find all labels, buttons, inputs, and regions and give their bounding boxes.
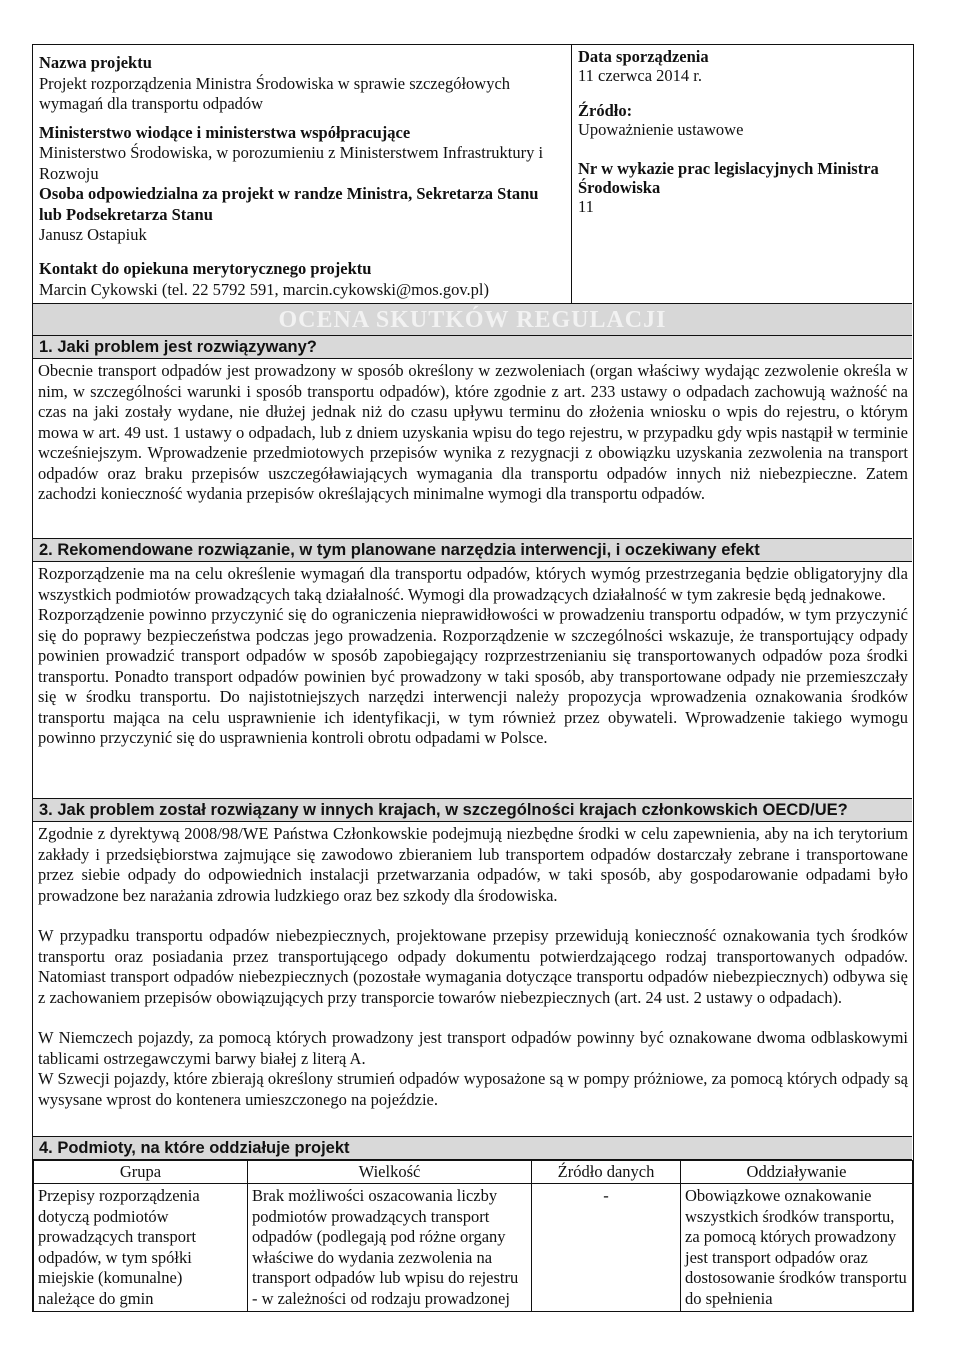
contact-details: Marcin Cykowski (tel. 22 5792 591, marcin.cykowski@mos.gov.pl) bbox=[39, 279, 489, 299]
date-label: Data sporządzenia bbox=[578, 47, 709, 66]
project-name: Projekt rozporządzenia Ministra Środowiska w sprawie szczegółowych wymagań dla transportu odpadów bbox=[39, 73, 511, 113]
paragraph: W Szwecji pojazdy, które zbierają określony strumień odpadów wyposażone są w pompy próżniowe, za pomocą których odpady są wysysane wprost do kontenera umieszczonego na pojeździe. bbox=[38, 1069, 908, 1109]
section-2-body bbox=[38, 564, 908, 749]
document-frame bbox=[32, 44, 914, 1312]
header-left bbox=[39, 53, 564, 246]
table-header-row bbox=[34, 1161, 913, 1184]
table-row bbox=[34, 1184, 913, 1312]
column-header: Oddziaływanie bbox=[681, 1161, 913, 1184]
list-number: 11 bbox=[578, 197, 594, 216]
column-header: Grupa bbox=[34, 1161, 248, 1184]
section-2-title: 2. Rekomendowane rozwiązanie, w tym planowane narzędzia interwencji, i oczekiwany efekt bbox=[33, 538, 912, 562]
table-cell: - bbox=[532, 1184, 681, 1312]
contact-block bbox=[39, 259, 567, 300]
banner-title: OCENA SKUTKÓW REGULACJI bbox=[33, 303, 912, 337]
section-1-body bbox=[38, 361, 908, 505]
paragraph: Rozporządzenie powinno przyczynić się do ograniczenia nieprawidłowości w prowadzeniu transportu odpadów, w tym przyczynić się do poprawy bezpieczeństwa podczas jego prowadzenia. Rozporządzenie w szczególności wskazuje, że transportujący odpady powinien prowadzić transport odpadów w sposób zapobiegający rozprzestrzenianiu się transportowanych odpadów poza środki transportu. Ponadto transport odpadów powinien być prowadzony w taki sposób, aby transportowane odpady nie przemieszczały się w środku transportu. Do najistotniejszych narzędzi interwencji należy propozycja wprowadzenia oznakowania środków transportu mająca na celu usprawnienie ich identyfikacji, w tym również przez obywateli. Wprowadzenie takiego wymogu powinno przyczynić się do usprawnienia kontroli obrotu odpadami w Polsce. bbox=[38, 605, 908, 747]
paragraph: W Niemczech pojazdy, za pomocą których prowadzony jest transport odpadów powinny być oznakowane dwoma odblaskowymi tablicami ostrzegawczymi barwy białej z literą A. bbox=[38, 1028, 908, 1068]
header-right bbox=[571, 45, 915, 303]
ministry-label: Ministerstwo wiodące i ministerstwa współpracujące bbox=[39, 122, 411, 142]
table-cell: Przepisy rozporządzenia dotyczą podmiotów prowadzących transport odpadów, w tym spółki miejskie (komunalne) należące do gmin bbox=[34, 1184, 248, 1312]
affected-entities-table bbox=[33, 1160, 913, 1312]
paragraph: W przypadku transportu odpadów niebezpiecznych, projektowane przepisy przewidują konieczność oznakowania tych środków transportu oraz posiadania przez transportującego odpady dokumentu potwierdzającego rodzaj transportowanych odpadów. Natomiast transport odpadów niebezpiecznych (pozostałe wymagania dotyczące transportu odpadów niebezpiecznych) odbywa się z zachowaniem przepisów obowiązujących przy transporcie towarów niebezpiecznych (art. 24 ust. 2 ustawy o odpadach). bbox=[38, 926, 908, 1007]
table-cell: Brak możliwości oszacowania liczby podmiotów prowadzących transport odpadów (podlegają pod różne organy właściwe do wydania zezwolenia na transport odpadów lub wpisu do rejestru - w zależności od rodzaju prowadzonej bbox=[248, 1184, 532, 1312]
table-cell: Obowiązkowe oznakowanie wszystkich środków transportu, za pomocą których prowadzony jest transport odpadów oraz dostosowanie środków transportu do spełnienia bbox=[681, 1184, 913, 1312]
paragraph: Zgodnie z dyrektywą 2008/98/WE Państwa Członkowskie podejmują niezbędne środki w celu zapewnienia, aby na ich terytorium zakłady i przedsiębiorstwa zajmujące się zawodowo zbieraniem lub transportem odpadów dostarczały zebrane i transportowane przez siebie odpady do odpowiednich instalacji przetwarzania odpadów, w taki sposób, aby gospodarowanie odpadami było prowadzone bez narażania zdrowia ludzkiego oraz bez szkody dla środowiska. bbox=[38, 824, 908, 905]
ministry: Ministerstwo Środowiska, w porozumieniu z Ministerstwem Infrastruktury i Rozwoju bbox=[39, 143, 544, 183]
source-label: Źródło: bbox=[578, 101, 633, 120]
section-3-body bbox=[38, 824, 908, 1110]
paragraph: Rozporządzenie ma na celu określenie wymagań dla transportu odpadów, których wymóg przestrzegania będzie obligatoryjny dla wszystkich podmiotów prowadzących taką działalność. Wymogi dla prowadzących działalność w tym zakresie będą jednakowe. bbox=[38, 564, 908, 604]
column-header: Źródło danych bbox=[532, 1161, 681, 1184]
section-1-title: 1. Jaki problem jest rozwiązywany? bbox=[33, 335, 912, 359]
section-3-title: 3. Jak problem został rozwiązany w innych krajach, w szczególności krajach członkowskich OECD/UE? bbox=[33, 798, 912, 822]
date-value: 11 czerwca 2014 r. bbox=[578, 66, 702, 85]
paragraph: Obecnie transport odpadów jest prowadzony w sposób określony w zezwoleniach (organ właściwy wydając zezwolenie określa w nim, w szczególności warunki i sposób transportu odpadów), które zgodnie z art. 233 ustawy o odpadach zachowują ważność na czas na jaki zostały wydane, nie dłużej jednak niż do czasu upływu terminu do złożenia wniosku o wpis do rejestru, o którym mowa w art. 49 ust. 1 ustawy o odpadach, lub z dniem uzyskania wpisu do tego rejestru, w przypadku gdy wpis nastąpił w terminie wcześniejszym. Wprowadzenie przedmiotowych przepisów wynika z rezygnacji z obowiązku uzyskania zezwolenia na transport odpadów oraz braku przepisów uszczegóławiających wymagania dla transportu odpadów innych niż niebezpieczne. Zatem zachodzi konieczność wydania przepisów określających minimalne wymogi dla transportu odpadów. bbox=[38, 361, 908, 503]
column-header: Wielkość bbox=[248, 1161, 532, 1184]
responsible-person: Janusz Ostapiuk bbox=[39, 225, 147, 244]
project-name-label: Nazwa projektu bbox=[39, 53, 152, 72]
list-label: Nr w wykazie prac legislacyjnych Ministra Środowiska bbox=[578, 159, 879, 197]
section-4-title: 4. Podmioty, na które oddziałuje projekt bbox=[33, 1136, 912, 1160]
source-value: Upoważnienie ustawowe bbox=[578, 120, 744, 139]
responsible-label: Osoba odpowiedzialna za projekt w randze Ministra, Sekretarza Stanu lub Podsekretarza Stanu bbox=[39, 184, 539, 224]
contact-label: Kontakt do opiekuna merytorycznego projektu bbox=[39, 259, 372, 278]
